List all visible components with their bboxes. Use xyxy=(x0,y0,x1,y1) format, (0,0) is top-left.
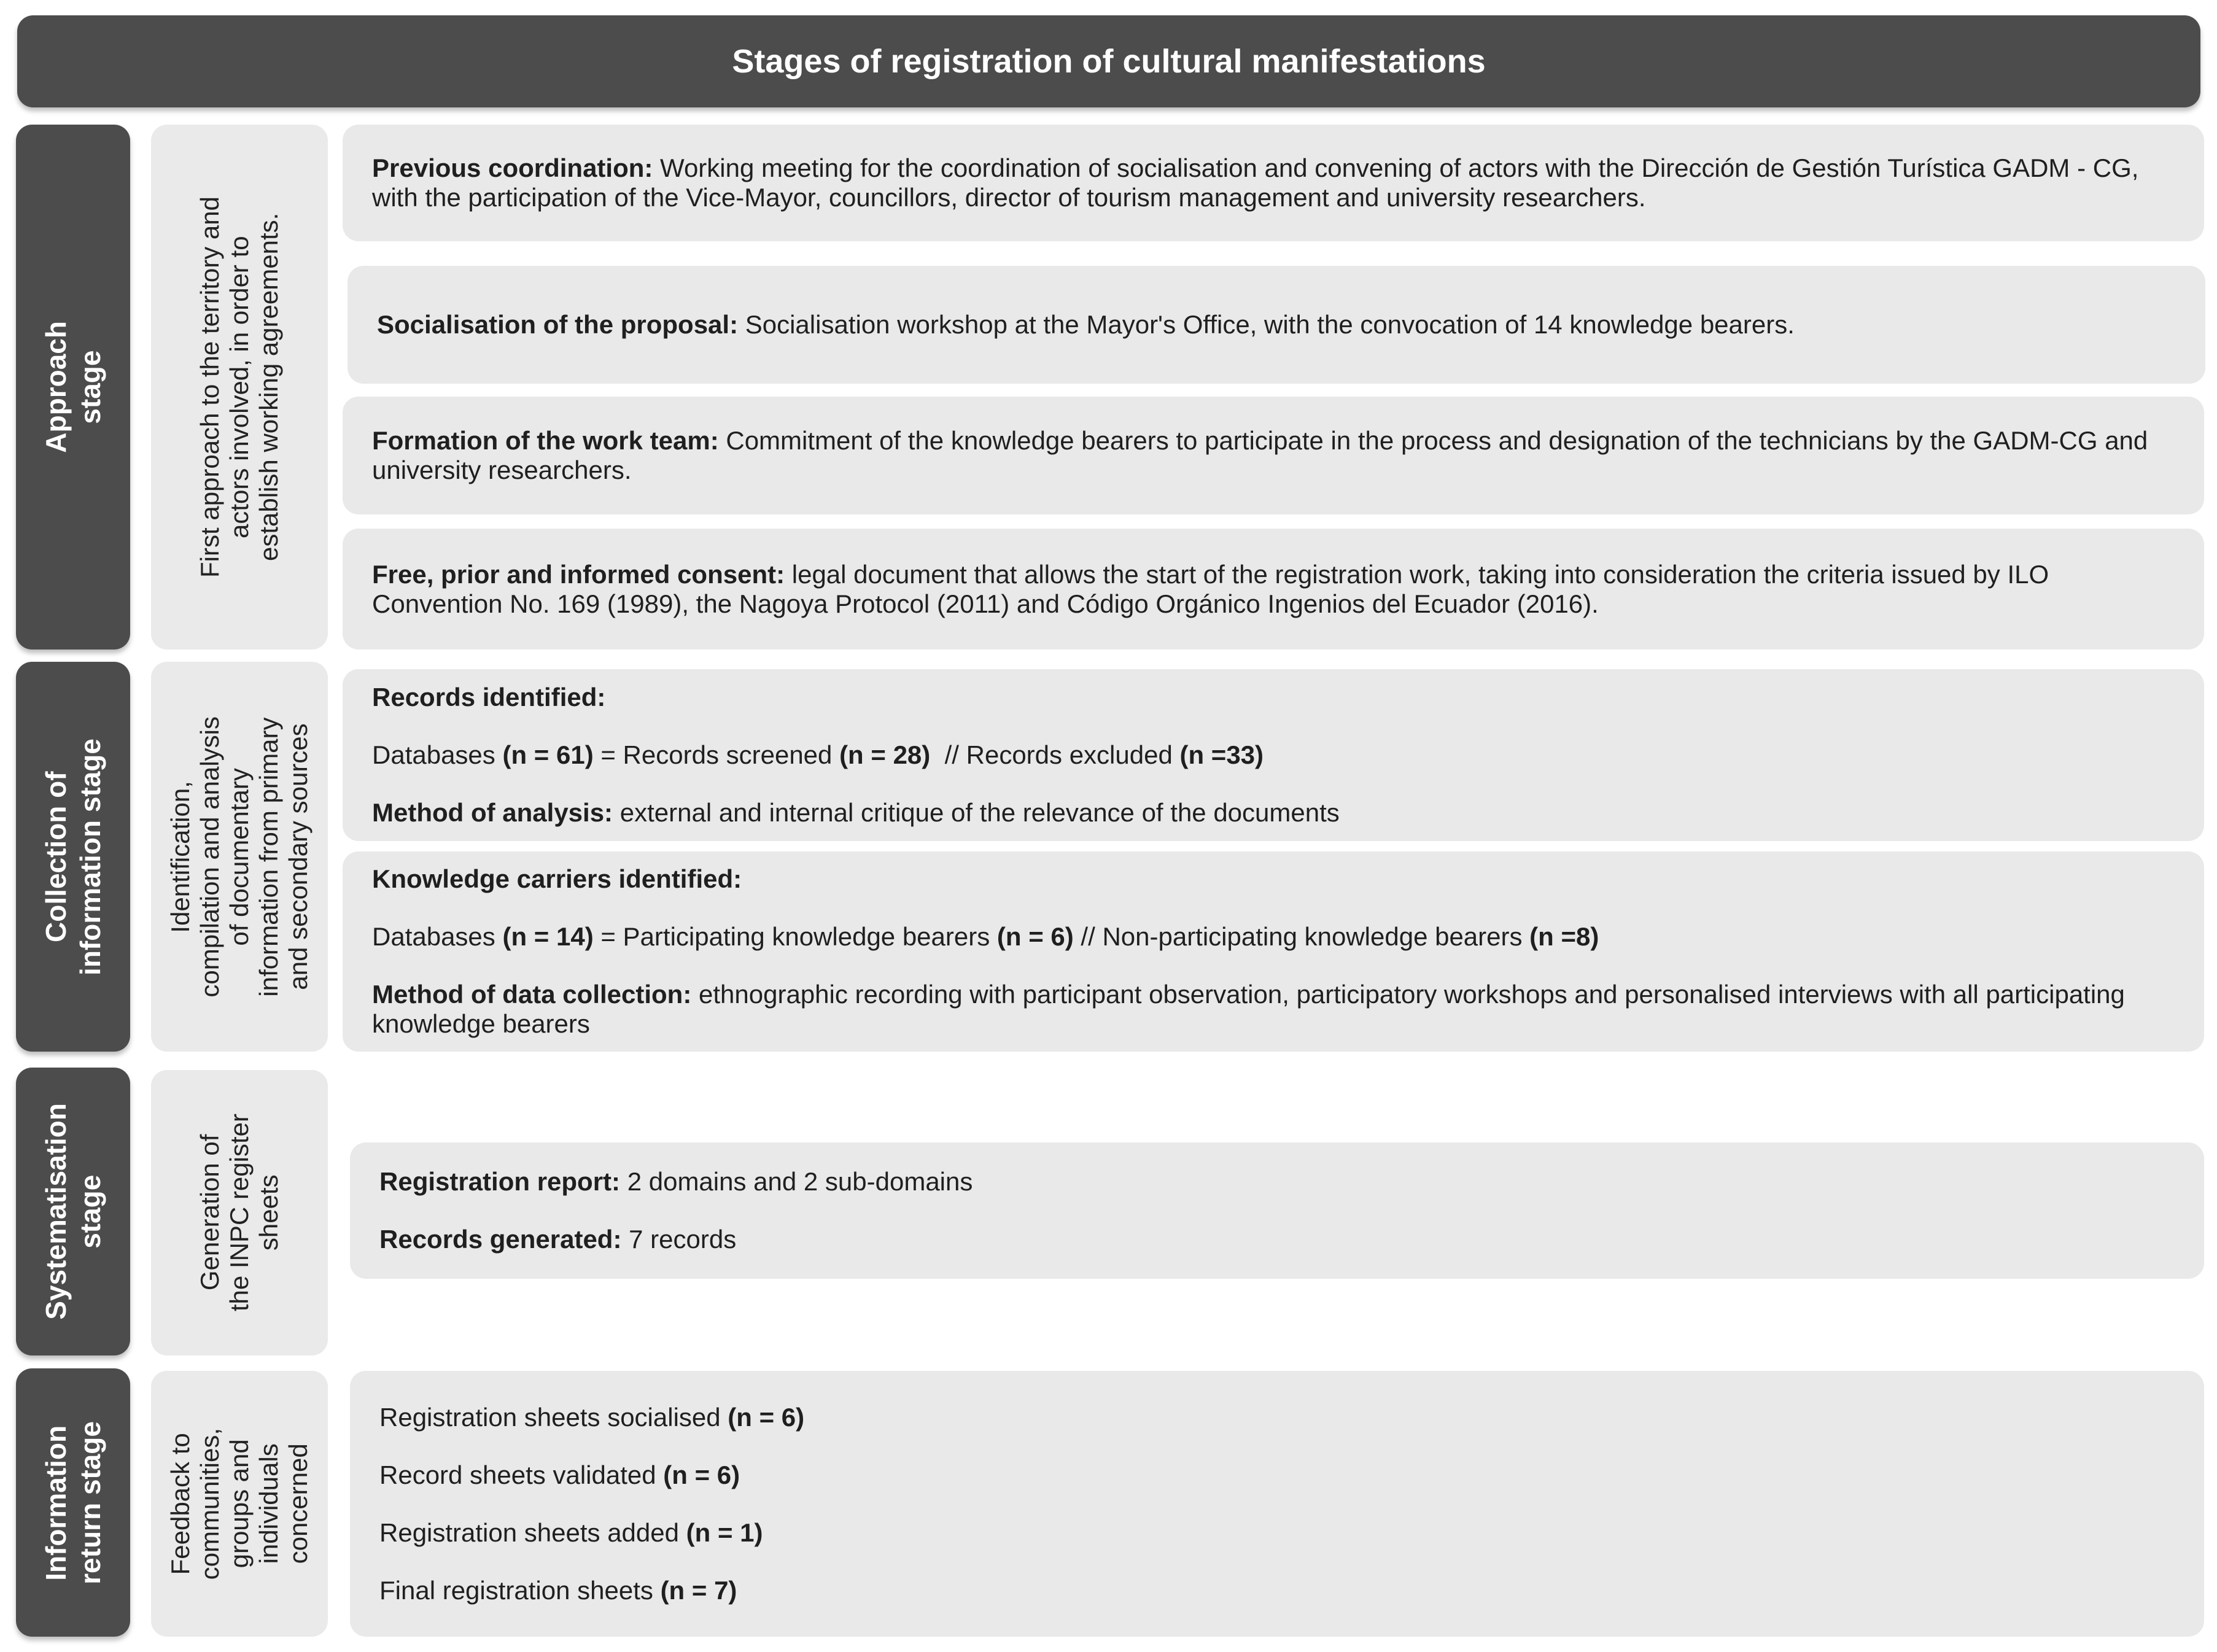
step-text: Socialisation workshop at the Mayor's Office, with the convocation of 14 knowledge bearers. xyxy=(738,310,1795,339)
step-heading: Records generated: xyxy=(379,1225,622,1254)
step-heading: Method of analysis: xyxy=(372,798,613,827)
knowledge-carriers-box xyxy=(343,851,2204,1052)
list-item: Registration sheets socialised (n = 6) xyxy=(379,1402,805,1432)
list-item: Final registration sheets (n = 7) xyxy=(379,1575,737,1605)
step-text: 2 domains and 2 sub-domains xyxy=(620,1167,973,1196)
step-heading: Socialisation of the proposal: xyxy=(377,310,739,339)
step-box xyxy=(343,397,2204,514)
stage-description-text: Generation of the INPC register sheets xyxy=(195,1114,283,1312)
diagram-title: Stages of registration of cultural manifestations xyxy=(17,15,2200,107)
step-heading: Previous coordination: xyxy=(372,153,653,182)
step-text: legal document that allows the start of the registration work, taking into consideration the criteria issued by ILO Convention No. 169 (1989), the Nagoya Protocol (2011) and Código Orgánico Ingenios del Ecuador (2016). xyxy=(372,559,2049,618)
step-box xyxy=(343,529,2204,650)
records-count-line: Databases (n = 61) = Records screened (n = 28) // Records excluded (n =33) xyxy=(372,740,1264,769)
step-heading: Registration report: xyxy=(379,1167,621,1196)
stage-label: Approach stage xyxy=(40,321,106,453)
list-item: Record sheets validated (n = 6) xyxy=(379,1460,740,1489)
registration-report-box xyxy=(350,1142,2204,1279)
stage-collection xyxy=(16,662,130,1052)
step-text: Commitment of the knowledge bearers to participate in the process and designation of the technicians by the GADM-CG and university researchers. xyxy=(372,426,2148,484)
step-heading: Method of data collection: xyxy=(372,980,692,1009)
stage-label: Systematisation stage xyxy=(40,1103,106,1320)
stage-systematisation xyxy=(16,1068,130,1355)
stage-label: Information return stage xyxy=(40,1421,106,1584)
stage-description-text: Feedback to communities, groups and individuals concerned xyxy=(166,1427,313,1580)
stage-description-text: Identification, compilation and analysis of documentary information from primary and secondary sources xyxy=(166,716,313,998)
carriers-count-line: Databases (n = 14) = Participating knowledge bearers (n = 6) // Non-participating knowledge bearers (n =8) xyxy=(372,922,1599,951)
step-text: Working meeting for the coordination of socialisation and convening of actors with the Dirección de Gestión Turística GADM - CG, with the participation of the Vice-Mayor, councillors, director of tourism management and university researchers. xyxy=(372,153,2139,212)
stage-description-collection xyxy=(151,662,328,1052)
list-item: Registration sheets added (n = 1) xyxy=(379,1518,763,1547)
step-text: 7 records xyxy=(621,1225,737,1254)
feedback-results-box xyxy=(350,1371,2204,1637)
step-box xyxy=(343,125,2204,241)
stage-label: Collection of information stage xyxy=(40,738,106,975)
step-text: ethnographic recording with participant observation, participatory workshops and personalised interviews with all participating knowledge bearers xyxy=(372,980,2125,1038)
step-text: external and internal critique of the relevance of the documents xyxy=(613,798,1340,827)
stage-approach xyxy=(16,125,130,650)
step-heading: Free, prior and informed consent: xyxy=(372,559,785,589)
step-heading: Formation of the work team: xyxy=(372,426,719,455)
step-heading: Knowledge carriers identified: xyxy=(372,864,742,893)
step-box xyxy=(347,266,2205,384)
stage-information-return xyxy=(16,1368,130,1637)
records-identified-box xyxy=(343,669,2204,841)
step-heading: Records identified: xyxy=(372,683,606,712)
stage-description-approach xyxy=(151,125,328,650)
stage-description-information-return xyxy=(151,1371,328,1637)
stage-description-systematisation xyxy=(151,1070,328,1355)
stage-description-text: First approach to the territory and actors involved, in order to establish working agreements. xyxy=(195,196,283,578)
